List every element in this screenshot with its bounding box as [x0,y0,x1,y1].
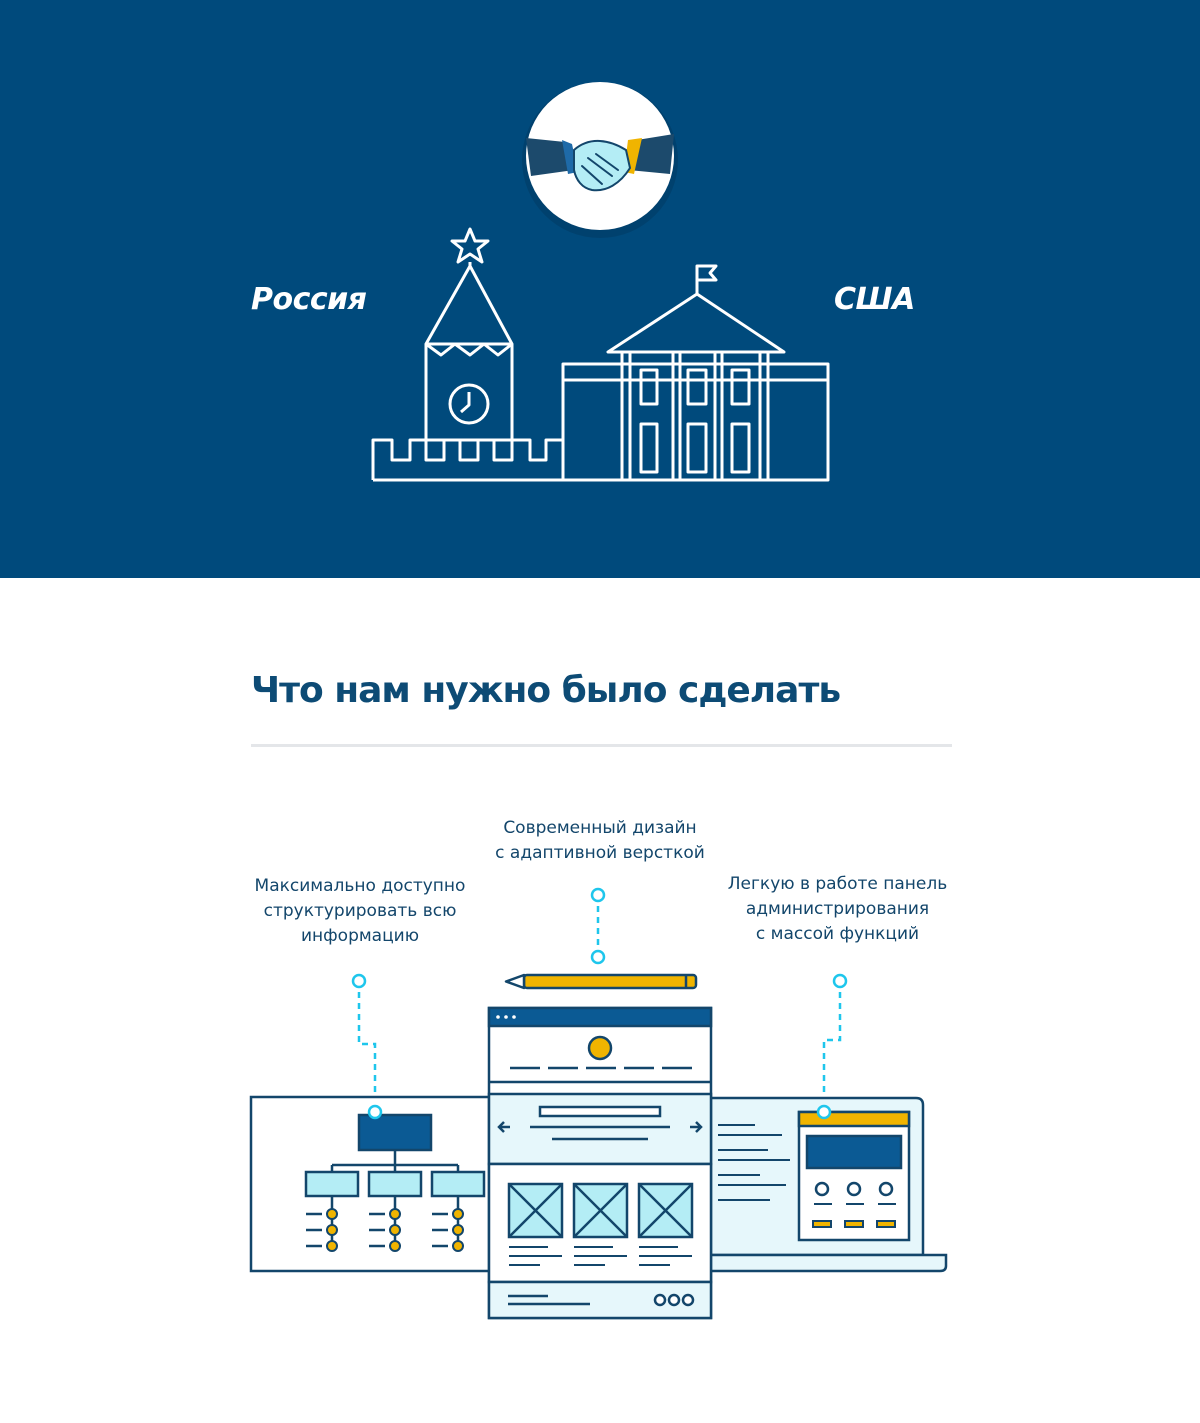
white-house-icon [563,266,828,480]
admin-panel-icon [700,1098,946,1271]
task-label-admin: Легкую в работе панель администрирования с массой функций [727,874,948,944]
country-label-usa: США [834,282,915,317]
tasks-illustration [0,578,1200,1423]
responsive-layout-icon [489,1008,711,1318]
task-label-structure: Максимально доступно структурировать всю информацию [254,876,466,946]
hero-banner [0,0,1200,578]
hero-illustration [0,0,1200,578]
section-title: Что нам нужно было сделать [251,670,841,711]
country-label-russia: Россия [251,282,367,317]
tasks-section [0,578,1200,1423]
handshake-icon [522,82,678,238]
task-label-design: Современный дизайн с адаптивной версткой [495,818,705,863]
structure-chart-icon [251,1097,499,1271]
pencil-icon [506,975,696,988]
